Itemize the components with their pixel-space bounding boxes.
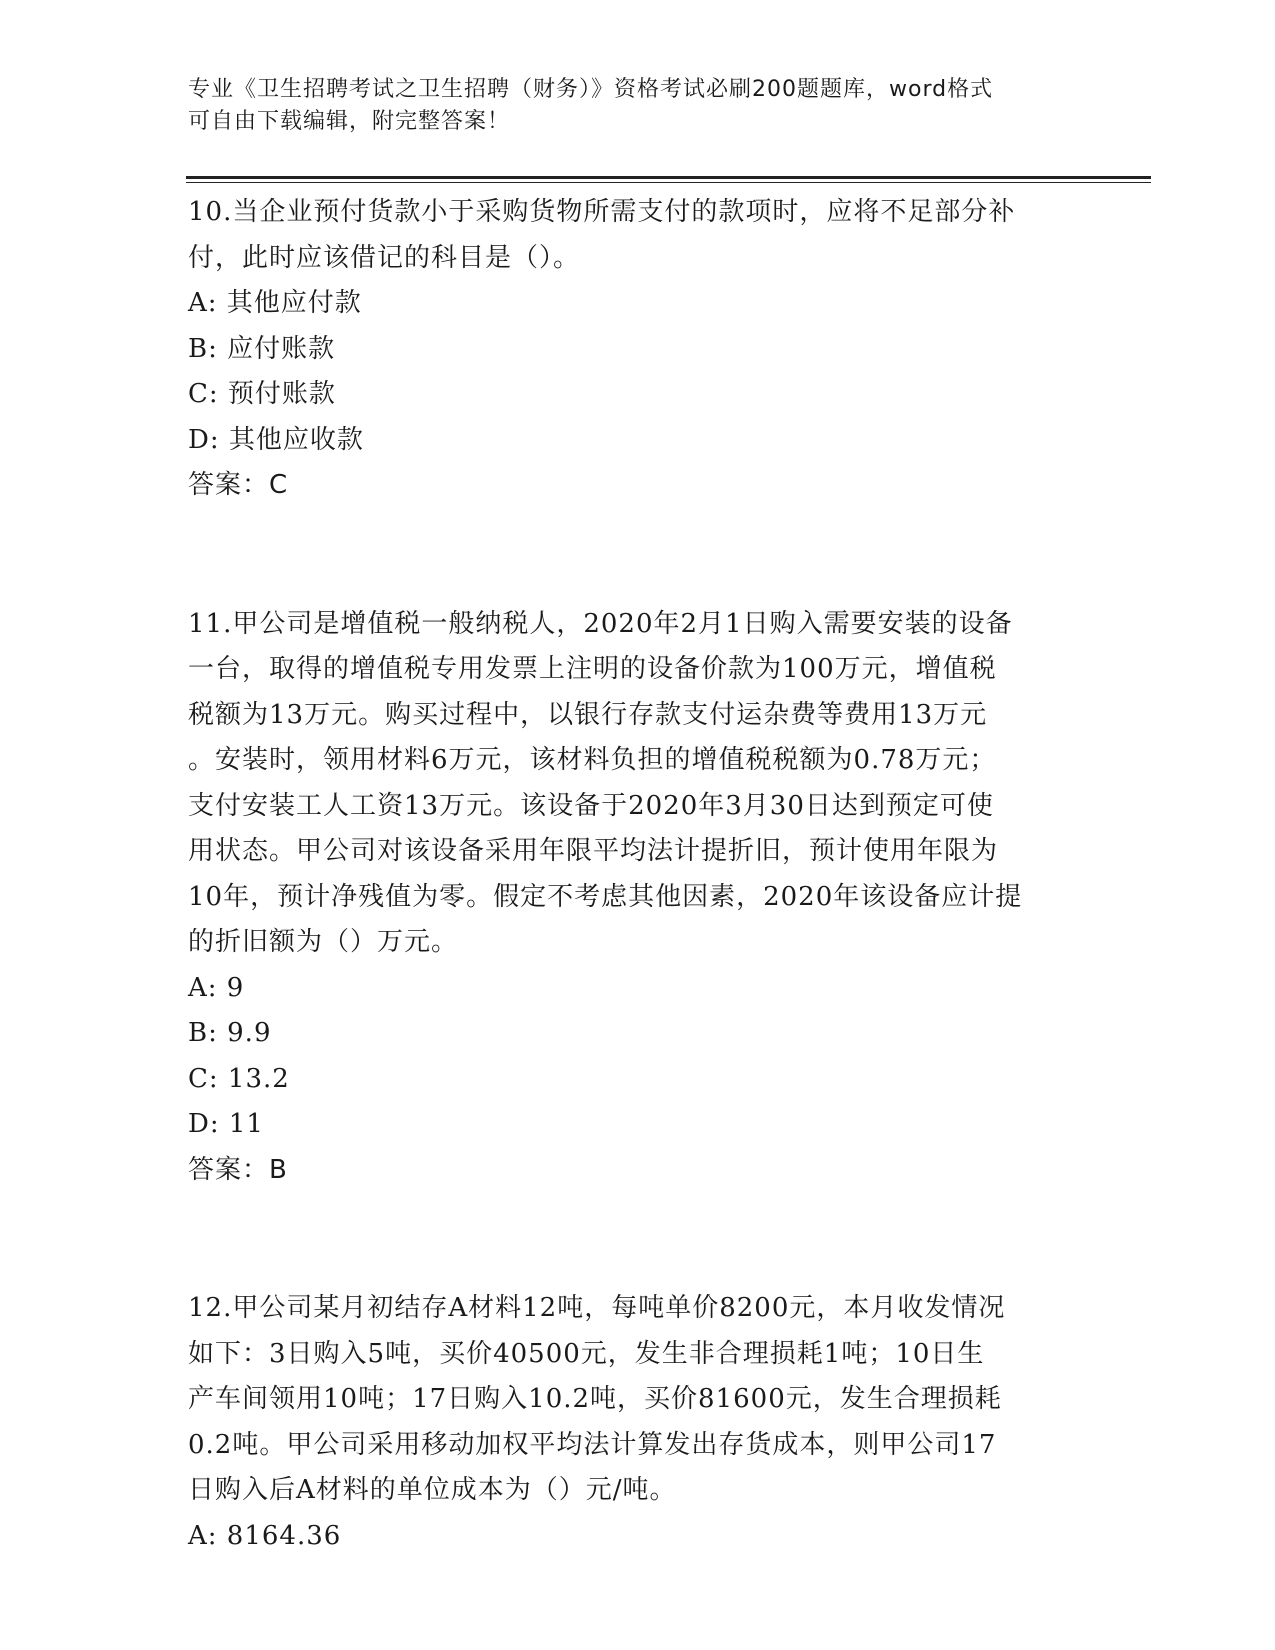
option-a: A: 其他应付款 xyxy=(188,288,362,318)
option-d: D: 11 xyxy=(188,1109,264,1139)
question-stem-line: 12.甲公司某月初结存A材料12吨，每吨单价8200元，本月收发情况 xyxy=(188,1293,1006,1323)
question-stem-line: 一台，取得的增值税专用发票上注明的设备价款为100万元，增值税 xyxy=(188,654,997,684)
option-c: C: 13.2 xyxy=(188,1063,290,1094)
document-header xyxy=(188,74,1088,138)
answer-line: 答案：B xyxy=(188,1154,288,1185)
question-list xyxy=(188,190,1088,1559)
question-10 xyxy=(188,190,1088,509)
question-11 xyxy=(188,602,1088,1194)
header-line-2: 可自由下载编辑，附完整答案！ xyxy=(188,109,511,134)
option-b: B: 9.9 xyxy=(188,1018,272,1048)
question-stem-line: 。安装时，领用材料6万元，该材料负担的增值税税额为0.78万元； xyxy=(188,745,997,775)
question-stem-line: 付，此时应该借记的科目是（）。 xyxy=(188,242,581,273)
option-d: D: 其他应收款 xyxy=(188,424,364,455)
question-stem-line: 日购入后A材料的单位成本为（）元/吨。 xyxy=(188,1475,677,1505)
question-stem-line: 11.甲公司是增值税一般纳税人，2020年2月1日购入需要安装的设备 xyxy=(188,608,1013,639)
header-divider-thin xyxy=(186,182,1151,183)
question-stem-line: 0.2吨。甲公司采用移动加权平均法计算发出存货成本，则甲公司17 xyxy=(188,1429,997,1460)
answer-line: 答案：C xyxy=(188,470,289,500)
header-divider-thick xyxy=(186,176,1151,179)
option-a: A: 8164.36 xyxy=(188,1520,342,1551)
question-stem-line: 10.当企业预付货款小于采购货物所需支付的款项时，应将不足部分补 xyxy=(188,197,1016,227)
option-c: C: 预付账款 xyxy=(188,379,336,409)
question-12 xyxy=(188,1286,1088,1559)
question-stem-line: 支付安装工人工资13万元。该设备于2020年3月30日达到预定可使 xyxy=(188,790,994,821)
question-stem-line: 产车间领用10吨；17日购入10.2吨，买价81600元，发生合理损耗 xyxy=(188,1384,1002,1414)
question-stem-line: 用状态。甲公司对该设备采用年限平均法计提折旧，预计使用年限为 xyxy=(188,836,999,866)
question-spacer xyxy=(188,509,1088,602)
question-stem-line: 的折旧额为（）万元。 xyxy=(188,927,459,957)
question-spacer xyxy=(188,1193,1088,1286)
option-a: A: 9 xyxy=(188,972,245,1003)
question-stem-line: 税额为13万元。购买过程中，以银行存款支付运杂费等费用13万元 xyxy=(188,699,988,730)
question-stem-line: 10年，预计净残值为零。假定不考虑其他因素，2020年该设备应计提 xyxy=(188,881,1023,912)
header-line-1: 专业《卫生招聘考试之卫生招聘（财务）》资格考试必刷200题题库，word格式 xyxy=(188,77,994,102)
option-b: B: 应付账款 xyxy=(188,333,336,364)
question-stem-line: 如下：3日购入5吨，买价40500元，发生非合理损耗1吨；10日生 xyxy=(188,1338,985,1369)
